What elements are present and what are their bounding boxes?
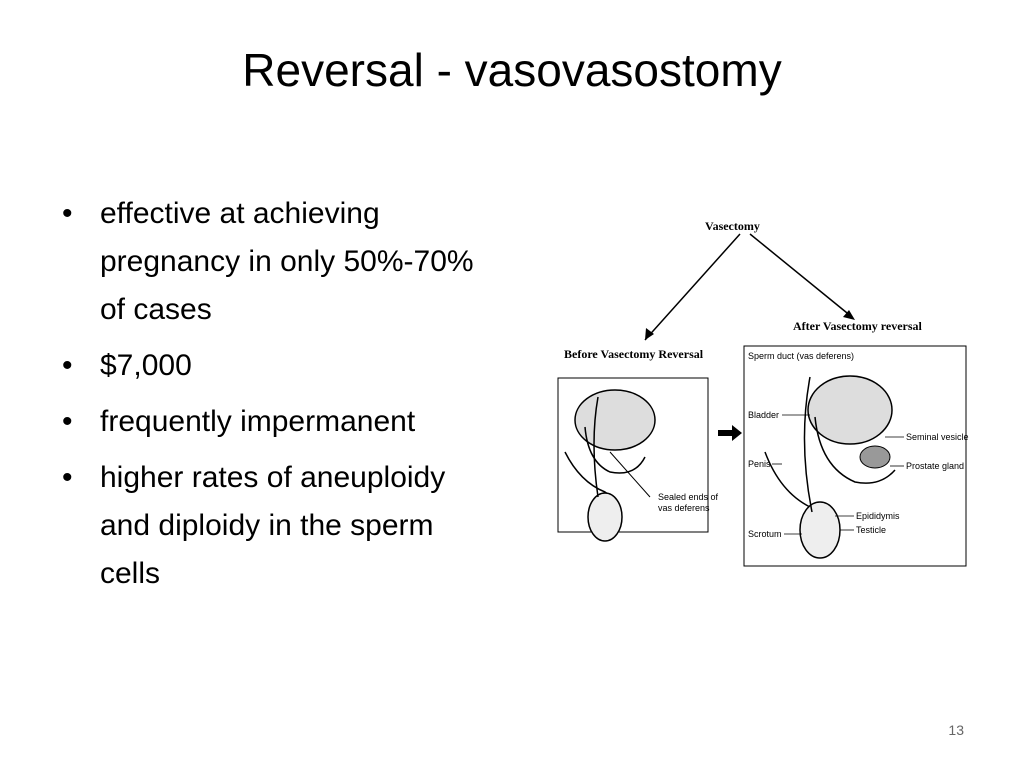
arrow-left-head-icon <box>645 328 654 340</box>
seminal-vesicle-label: Seminal vesicle <box>906 432 969 442</box>
bullet-item <box>60 342 500 390</box>
bullet-dot-icon: • <box>62 461 73 494</box>
testicle-shape <box>588 493 622 541</box>
after-panel <box>744 346 969 566</box>
bullet-text: frequently impermanent <box>100 405 416 438</box>
vasectomy-diagram-svg <box>550 212 980 582</box>
scrotum-label: Scrotum <box>748 529 782 539</box>
arrow-right-line <box>750 234 852 317</box>
figure-top-label: Vasectomy <box>705 219 760 233</box>
bullet-text: effective at achieving pregnancy in only 50%-70% of cases <box>100 197 474 326</box>
prostate-shape <box>860 446 890 468</box>
penis-label: Penis <box>748 459 771 469</box>
sealed-ends-label: Sealed ends of <box>658 492 719 502</box>
bladder-shape <box>808 376 892 444</box>
page-number: 13 <box>948 722 964 738</box>
testicle-label: Testicle <box>856 525 887 535</box>
epididymis-label: Epididymis <box>856 511 900 521</box>
testicle-shape <box>800 502 840 558</box>
after-label: After Vasectomy reversal <box>793 319 922 333</box>
sperm-duct-label: Sperm duct (vas deferens) <box>748 351 855 361</box>
vasectomy-diagram <box>550 212 980 582</box>
before-panel <box>558 378 719 541</box>
sealed-ends-label-2: vas deferens <box>658 503 710 513</box>
bullet-item <box>60 190 500 334</box>
arrow-left-line <box>645 234 740 340</box>
bullet-dot-icon: • <box>62 197 73 230</box>
bullet-item <box>60 398 500 446</box>
bladder-label: Bladder <box>748 410 780 420</box>
bullet-text: higher rates of aneuploidy and diploidy in the sperm cells <box>100 461 446 590</box>
prostate-label: Prostate gland <box>906 461 965 471</box>
bullet-list <box>60 190 500 606</box>
bullet-text: $7,000 <box>100 349 192 382</box>
before-label: Before Vasectomy Reversal <box>564 347 704 361</box>
bullet-dot-icon: • <box>62 405 73 438</box>
transition-arrow-icon <box>718 425 742 441</box>
bullet-item <box>60 454 500 598</box>
slide-title: Reversal - vasovasostomy <box>242 44 782 96</box>
bullet-dot-icon: • <box>62 349 73 382</box>
